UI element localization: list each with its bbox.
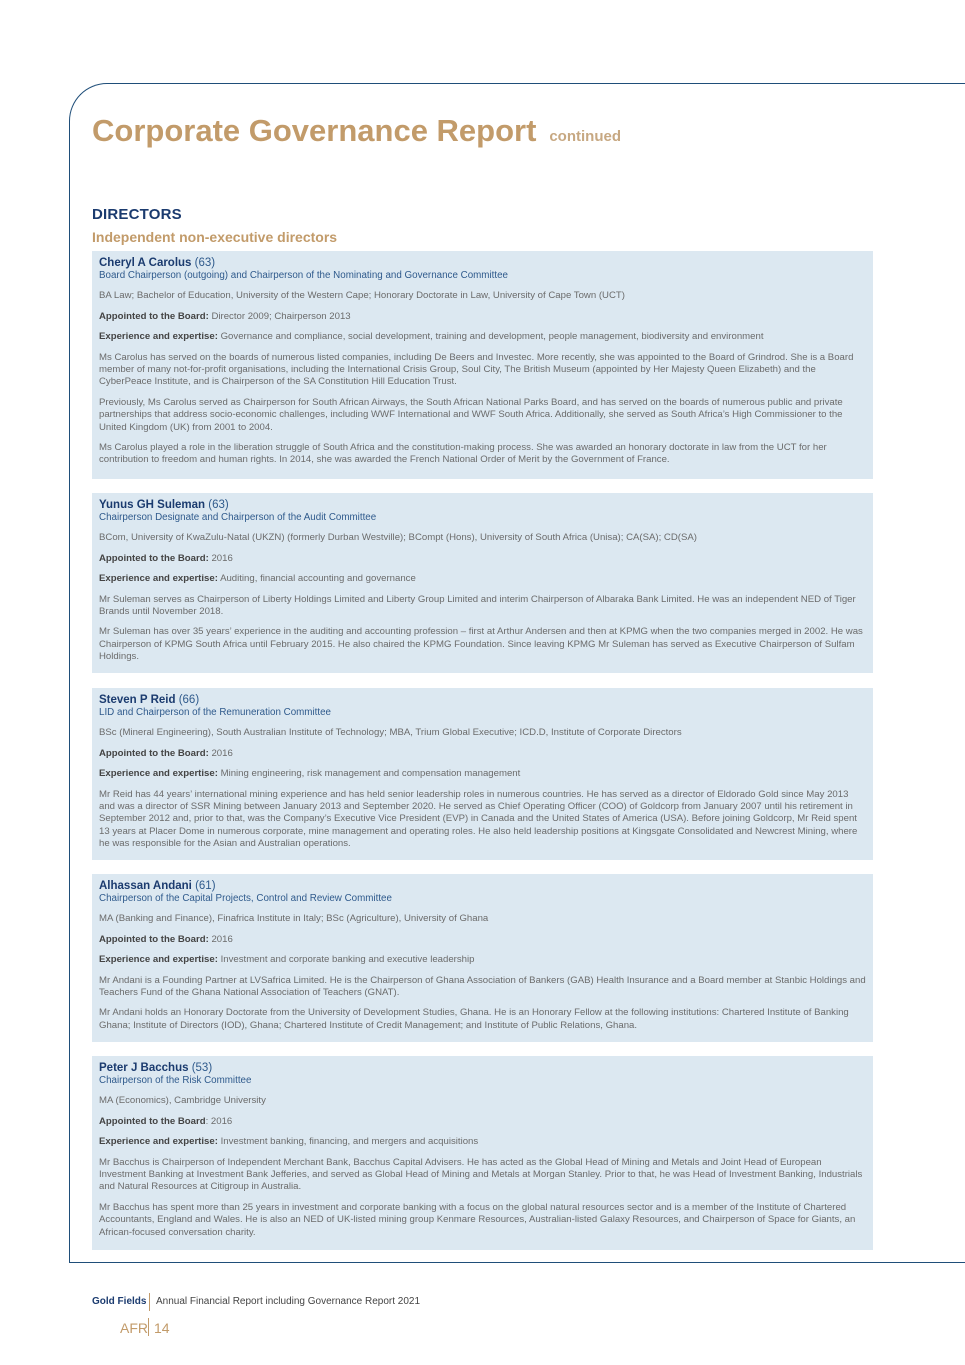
- experience-label: Experience and expertise:: [99, 954, 218, 966]
- director-age: (63): [208, 499, 229, 511]
- director-age: (53): [191, 1062, 213, 1074]
- director-appointed: [99, 748, 866, 760]
- director-experience: [99, 573, 866, 585]
- page-number: 14: [154, 1320, 170, 1336]
- director-bio: Mr Bacchus has spent more than 25 years in investment and corporate banking with a focus on the global natural resources sector and is a member of the Institute of Chartered Accountants, England and Wales. He is also an NED of UK-listed mining group Kenmare Resources, Australian-listed Galaxy Resources, and Chairperson of Space for Giants, an African-focused conversation charity.: [99, 1201, 856, 1238]
- appointed-value: Director 2009; Chairperson 2013: [211, 310, 351, 322]
- footer-report-title: Annual Financial Report including Governance Report 2021: [156, 1296, 421, 1307]
- appointed-label: Appointed to the Board:: [99, 747, 209, 759]
- director-bio: Mr Andani holds an Honorary Doctorate from the University of Development Studies, Ghana. He is an Honorary Fellow at the following institutions: Chartered Institute of Banking Ghana; Institute of Directors (IOD), Ghana; Chartered Institute of Credit Management; and Institute of Public Relations, Ghana.: [99, 1007, 849, 1031]
- experience-value: Investment banking, financing, and mergers and acquisitions: [220, 1136, 479, 1148]
- director-bio: Mr Suleman has over 35 years’ experience in the auditing and accounting profession – first at Arthur Andersen and then at KPMG when the two companies merged in 2002. He was Chairperson of KPMG South Africa until February 2015. He also chaired the KPMG Foundation. Since leaving KPMG Mr Suleman has served as Executive Chairperson of Sulfam Holdings.: [99, 626, 863, 663]
- director-appointed: [99, 311, 866, 323]
- director-role: Board Chairperson (outgoing) and Chairperson of the Nominating and Governance Committee: [99, 270, 508, 281]
- director-qualifications: BSc (Mineral Engineering), South Australian Institute of Technology; MBA, Trium Global Executive; ICD.D, Institute of Corporate Directors: [99, 727, 682, 739]
- page-title: [92, 112, 621, 149]
- director-bio: Ms Carolus played a role in the liberation struggle of South Africa and the constitution-making process. She was awarded an honorary doctorate in law from the UCT for her contribution to freedom and human rights. In 2014, she was awarded the French National Order of Merit by the Government of France.: [99, 442, 827, 466]
- director-bio: Mr Bacchus is Chairperson of Independent Merchant Bank, Bacchus Capital Advisers. He has acted as the Global Head of Mining and Metals and Joint Head of European Investment Banking at Investment Bank Jefferies, and served as Global Head of Mining and Metals at Morgan Stanley. Prior to that, he was Head of Investment Banking, Industrials and Natural Resources at Citigroup in Australia.: [99, 1156, 863, 1193]
- footer-brand: Gold Fields: [92, 1296, 147, 1307]
- experience-value: Governance and compliance, social development, training and development, people management, biodiversity and environment: [220, 331, 764, 343]
- director-bio: Ms Carolus has served on the boards of numerous listed companies, including De Beers and Investec. More recently, she was appointed to the Board of Grindrod. She is a Board member of many not-for-profit organisations, including the International Crisis Group, Soul City, The British Museum (appointed by Her Majesty Queen Elizabeth) and the CyberPeace Institute, and is Chairperson of the SA Constitution Hill Education Trust.: [99, 351, 854, 388]
- director-age: (66): [178, 694, 200, 706]
- director-name-line: [99, 880, 866, 893]
- experience-label: Experience and expertise:: [99, 573, 218, 585]
- director-name-line: [99, 499, 866, 512]
- director-card: [92, 688, 873, 860]
- director-role: Chairperson of the Capital Projects, Control and Review Committee: [99, 893, 392, 904]
- section-subheading: Independent non-executive directors: [92, 229, 338, 245]
- director-appointed: [99, 934, 866, 946]
- appointed-value: 2016: [211, 747, 233, 759]
- director-qualifications: BCom, University of KwaZulu-Natal (UKZN) (formerly Durban Westville); BCompt (Hons), University of South Africa (Unisa); CA(SA); CD(SA): [99, 532, 697, 544]
- experience-label: Experience and expertise:: [99, 331, 218, 343]
- director-role: LID and Chairperson of the Remuneration Committee: [99, 707, 331, 718]
- experience-value: Auditing, financial accounting and governance: [220, 573, 416, 585]
- title-main: Corporate Governance Report: [92, 113, 537, 148]
- experience-label: Experience and expertise:: [99, 1136, 218, 1148]
- section-heading: DIRECTORS: [92, 206, 182, 223]
- director-qualifications: MA (Banking and Finance), Finafrica Institute in Italy; BSc (Agriculture), University of Ghana: [99, 913, 489, 925]
- director-name-line: [99, 694, 866, 707]
- appointed-label: Appointed to the Board: [99, 1115, 206, 1127]
- director-role: Chairperson of the Risk Committee: [99, 1075, 252, 1086]
- director-name: Peter J Bacchus: [99, 1062, 189, 1074]
- director-experience: [99, 954, 866, 966]
- director-name-line: [99, 257, 866, 270]
- director-experience: [99, 1136, 866, 1148]
- director-qualifications: MA (Economics), Cambridge University: [99, 1095, 266, 1107]
- experience-label: Experience and expertise:: [99, 768, 218, 780]
- director-card: [92, 493, 873, 673]
- footer-page-divider: [148, 1318, 149, 1336]
- director-bio: Previously, Ms Carolus served as Chairperson for South African Airways, the South African National Parks Board, and has served on the boards of numerous public and private partnerships that address socio-economic challenges, including WWF International and WWF South Africa. Additionally, she served as South Africa’s High Commissioner to the United Kingdom (UK) from 2001 to 2004.: [99, 396, 843, 433]
- director-name: Cheryl A Carolus: [99, 257, 192, 269]
- director-card: [92, 874, 873, 1042]
- appointed-label: Appointed to the Board:: [99, 933, 209, 945]
- director-name: Yunus GH Suleman: [99, 499, 206, 511]
- director-experience: [99, 768, 866, 780]
- appointed-label: Appointed to the Board:: [99, 310, 209, 322]
- director-bio: Mr Reid has 44 years’ international mining experience and has held senior leadership roles in numerous countries. He has served as a director of Eldorado Gold since May 2013 and was a director of SSR Mining between January 2013 and September 2020. He served as Chief Operating Officer (COO) of Goldcorp from January 2007 until his retirement in September 2012 and, prior to that, was the Company’s Executive Vice President (EVP) in Canada and the United States of America (USA). Before joining Goldcorp, Mr Reid spent 13 years at Placer Dome in numerous corporate, mine management and operating roles. He also held leadership positions at Kingsgate Consolidated and Newcrest Mining, where he was responsible for the Asian and Australian operations.: [99, 788, 858, 850]
- title-continued: continued: [549, 128, 621, 145]
- director-card: [92, 251, 873, 479]
- experience-value: Mining engineering, risk management and compensation management: [220, 768, 521, 780]
- director-bio: Mr Suleman serves as Chairperson of Liberty Holdings Limited and Liberty Group Limited and interim Chairperson of Albaraka Bank Limited. He was an independent NED of Tiger Brands until November 2018.: [99, 593, 856, 618]
- appointed-label: Appointed to the Board:: [99, 552, 209, 564]
- director-appointed: [99, 1116, 866, 1128]
- director-role: Chairperson Designate and Chairperson of the Audit Committee: [99, 512, 377, 523]
- director-age: (63): [194, 257, 216, 269]
- footer-section: AFR: [120, 1320, 148, 1336]
- director-card: [92, 1056, 873, 1250]
- director-name: Steven P Reid: [99, 694, 176, 706]
- experience-value: Investment and corporate banking and executive leadership: [220, 954, 475, 966]
- director-name-line: [99, 1062, 866, 1075]
- appointed-value: : 2016: [205, 1115, 233, 1127]
- director-experience: [99, 331, 866, 343]
- appointed-value: 2016: [211, 933, 233, 945]
- director-age: (61): [195, 880, 216, 892]
- director-bio: Mr Andani is a Founding Partner at LVSafrica Limited. He is the Chairperson of Ghana Association of Bankers (GAB) Health Insurance and a Board member at Stanbic Holdings and Teachers Fund of the Ghana National Association of Teachers (GNAT).: [99, 974, 866, 999]
- director-name: Alhassan Andani: [99, 880, 192, 892]
- appointed-value: 2016: [211, 552, 233, 564]
- director-appointed: [99, 553, 866, 565]
- director-qualifications: BA Law; Bachelor of Education, University of the Western Cape; Honorary Doctorate in Law, University of Cape Town (UCT): [99, 290, 625, 302]
- footer-divider: [149, 1293, 150, 1311]
